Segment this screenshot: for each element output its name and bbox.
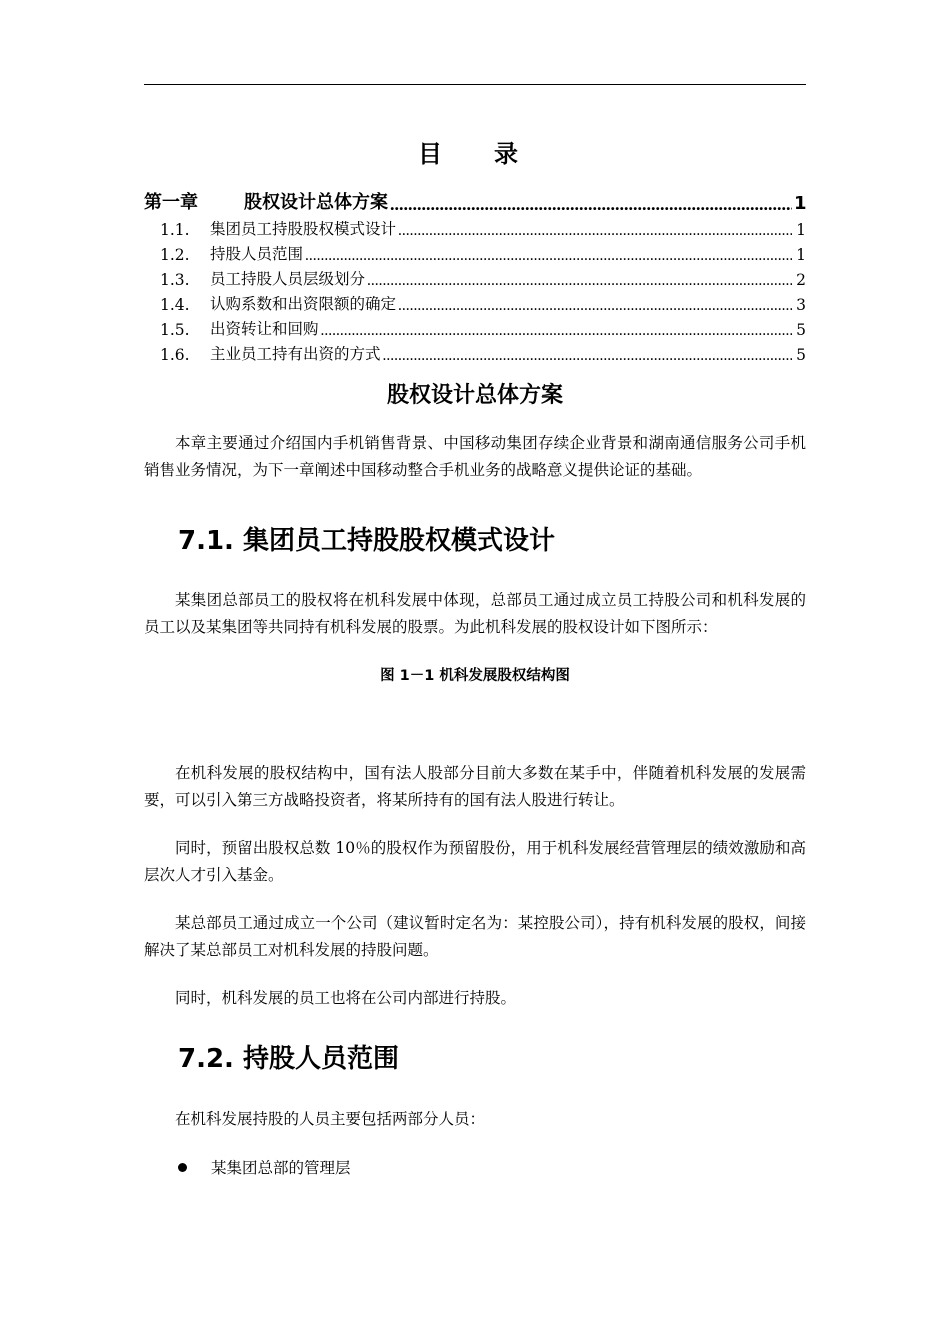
body-paragraph: 某集团总部员工的股权将在机科发展中体现，总部员工通过成立员工持股公司和机科发展的员工以及某集团等共同持有机科发展的股票。为此机科发展的股权设计如下图所示： xyxy=(144,591,806,636)
bullet-list-item xyxy=(178,1156,351,1178)
toc-section-title: 员工持股人员层级划分 xyxy=(210,270,366,288)
section-7-1-heading: 7.1. 集团员工持股股权模式设计 xyxy=(178,526,555,556)
intro-paragraph: 本章主要通过介绍国内手机销售背景、中国移动集团存续企业背景和湖南通信服务公司手机销售业务情况，为下一章阐述中国移动整合手机业务的战略意义提供论证的基础。 xyxy=(144,434,806,479)
toc-section-title: 认购系数和出资限额的确定 xyxy=(210,295,397,313)
section-7-2-heading: 7.2. 持股人员范围 xyxy=(178,1044,399,1074)
toc-section-title: 持股人员范围 xyxy=(210,245,304,263)
body-paragraph: 同时，预留出股权总数 10％的股权作为预留股份，用于机科发展经营管理层的绩效激励和高层次人才引入基金。 xyxy=(144,839,806,884)
toc-leader-dots xyxy=(321,322,792,339)
toc-section-entry[interactable] xyxy=(144,264,806,289)
toc-title: 目 录 xyxy=(418,140,532,168)
toc-section-entry[interactable] xyxy=(144,289,806,314)
table-of-contents xyxy=(144,180,806,364)
toc-section-number: 1.2. xyxy=(160,246,190,264)
toc-leader-dots xyxy=(367,272,792,289)
toc-section-title: 主业员工持有出资的方式 xyxy=(210,345,381,363)
toc-section-page: 1 xyxy=(796,246,806,264)
toc-section-entry[interactable] xyxy=(144,339,806,364)
figure-caption: 图 1－1 机科发展股权结构图 xyxy=(380,668,570,684)
toc-chapter-number: 第一章 xyxy=(144,192,198,213)
toc-section-page: 1 xyxy=(796,221,806,239)
chapter-heading: 股权设计总体方案 xyxy=(386,383,563,408)
toc-section-entry[interactable] xyxy=(144,314,806,339)
toc-section-title: 出资转让和回购 xyxy=(210,320,319,338)
toc-leader-dots xyxy=(398,222,792,239)
toc-chapter-entry[interactable] xyxy=(144,180,806,214)
toc-section-page: 2 xyxy=(796,271,806,289)
toc-section-number: 1.1. xyxy=(160,221,190,239)
toc-section-page: 3 xyxy=(796,296,806,314)
toc-section-entry[interactable] xyxy=(144,214,806,239)
toc-section-page: 5 xyxy=(796,321,806,339)
toc-section-entry[interactable] xyxy=(144,239,806,264)
toc-leader-dots xyxy=(383,347,792,364)
toc-leader-dots xyxy=(305,247,792,264)
body-paragraph: 在机科发展持股的人员主要包括两部分人员： xyxy=(175,1110,486,1128)
toc-section-number: 1.3. xyxy=(160,271,190,289)
toc-leader-dots xyxy=(390,194,792,214)
body-paragraph: 在机科发展的股权结构中，国有法人股部分目前大多数在某手中，伴随着机科发展的发展需要，可以引入第三方战略投资者，将某所持有的国有法人股进行转让。 xyxy=(144,764,806,809)
toc-section-page: 5 xyxy=(796,346,806,364)
header-rule xyxy=(144,84,806,85)
toc-chapter-page: 1 xyxy=(794,193,807,214)
toc-leader-dots xyxy=(398,297,792,314)
toc-section-number: 1.6. xyxy=(160,346,190,364)
body-paragraph: 某总部员工通过成立一个公司（建议暂时定名为：某控股公司），持有机科发展的股权，间接解决了某总部员工对机科发展的持股问题。 xyxy=(144,914,806,959)
bullet-icon xyxy=(178,1163,187,1172)
toc-section-number: 1.4. xyxy=(160,296,190,314)
toc-section-title: 集团员工持股股权模式设计 xyxy=(210,220,397,238)
toc-chapter-title: 股权设计总体方案 xyxy=(244,192,388,213)
body-paragraph: 同时，机科发展的员工也将在公司内部进行持股。 xyxy=(175,989,517,1007)
bullet-text: 某集团总部的管理层 xyxy=(211,1159,351,1177)
toc-section-number: 1.5. xyxy=(160,321,190,339)
